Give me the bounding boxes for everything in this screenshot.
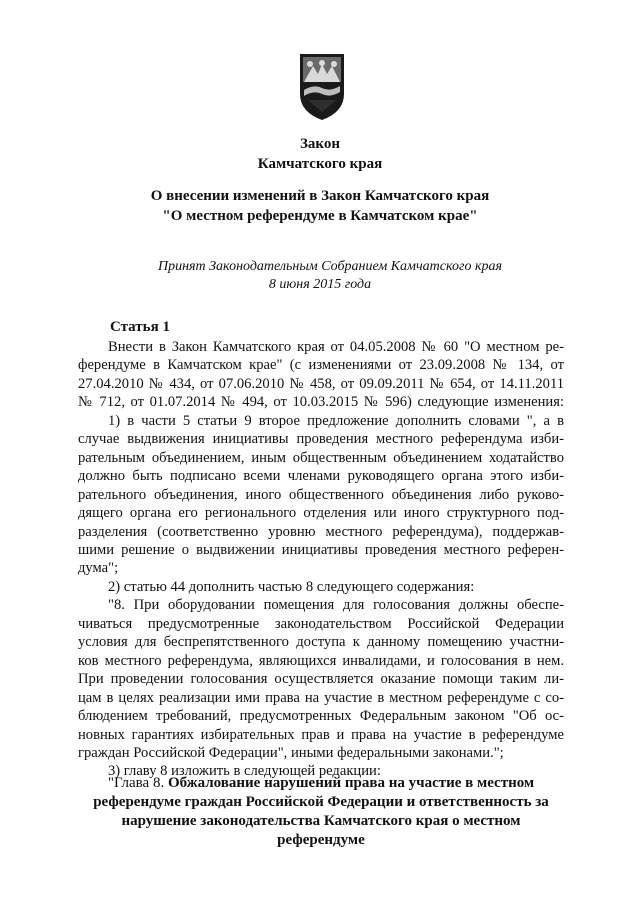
kamchatka-coat-of-arms-icon [296,52,348,122]
body-line: При проведении голосования осуществляется оказание помощи таким ли- [78,671,564,688]
body-line: 27.04.2010 № 434, от 07.06.2010 № 458, от 09.09.2011 № 654, от 14.11.2011 [78,375,564,392]
chapter-number: "Глава 8. [107,775,165,791]
body-line: рательного объединения, иного общественного объединения либо руково- [78,486,564,503]
chapter-title-part-3: нарушение законодательства Камчатского края о местном [121,813,521,829]
body-line: случае выдвижения инициативы проведения местного референдума изби- [78,431,564,448]
law-word: Закон [299,136,340,152]
body-line: чиваться предусмотренные законодательством Российской Федерации [78,615,564,632]
body-line: цам в целях реализации ими права на участие в местном референдуме с со- [78,689,564,706]
body-line: новных гарантиях избирательных прав и права на участие в референдуме [78,726,564,743]
body-line: 2) статью 44 дополнить частью 8 следующего содержания: [108,578,475,595]
law-subject-line-1: О внесении изменений в Закон Камчатского края [150,188,490,204]
body-line: рательным объединением, иным общественным объединением ходатайство [78,449,564,466]
body-line: ков местного референдума, являющихся инвалидами, и голосования в нем. [78,652,564,669]
body-line: Внести в Закон Камчатского края от 04.05.2008 № 60 "О местном ре- [108,339,564,355]
body-line: условия для беспрепятственного доступа к данному помещению участни- [78,634,564,651]
body-line: разделения (соответственно уровню местного референдума), поддержав- [78,523,564,540]
chapter-8-heading [78,774,564,850]
body-line: должно быть подписано всеми членами руководящего органа этого изби- [78,468,564,485]
adoption-note [0,258,640,294]
law-subject-line-2: "О местном референдуме в Камчатском крае" [162,208,478,224]
chapter-heading-line-1 [78,774,564,793]
adoption-body: Принят Законодательным Собранием Камчатского края [157,259,503,274]
law-title [0,134,640,174]
chapter-title-part-1: Обжалование нарушений права на участие в местном [167,775,535,791]
article-body [78,338,564,781]
body-line: ферендуме в Камчатском крае" (с изменениями от 23.09.2008 № 134, от [78,357,564,374]
chapter-title-part-2: референдуме граждан Российской Федерации и ответственность за [93,794,549,810]
body-line: граждан Российской Федерации", иными федеральными законами."; [78,744,504,761]
body-line: "8. При оборудовании помещения для голосования должны обеспе- [108,597,564,614]
body-line: дящего органа его регионального отделения или иного структурного под- [78,505,564,522]
body-line: 1) в части 5 статьи 9 второе предложение дополнить словами ", а в [108,412,564,429]
law-subject [0,186,640,226]
body-line: блюдением требований, предусмотренных Федеральным законом "Об ос- [78,708,564,725]
body-line: дума"; [78,560,119,577]
article-heading: Статья 1 [110,319,170,335]
chapter-title-part-4: референдуме [277,832,365,848]
adoption-date: 8 июня 2015 года [268,277,372,292]
body-line: 3) главу 8 изложить в следующей редакции: [108,763,381,780]
body-line: шими решение о выдвижении инициативы проведения местного референ- [78,541,564,558]
law-region: Камчатского края [257,156,383,172]
body-line: № 712, от 01.07.2014 № 494, от 10.03.2015 № 596) следующие изменения: [78,394,564,411]
